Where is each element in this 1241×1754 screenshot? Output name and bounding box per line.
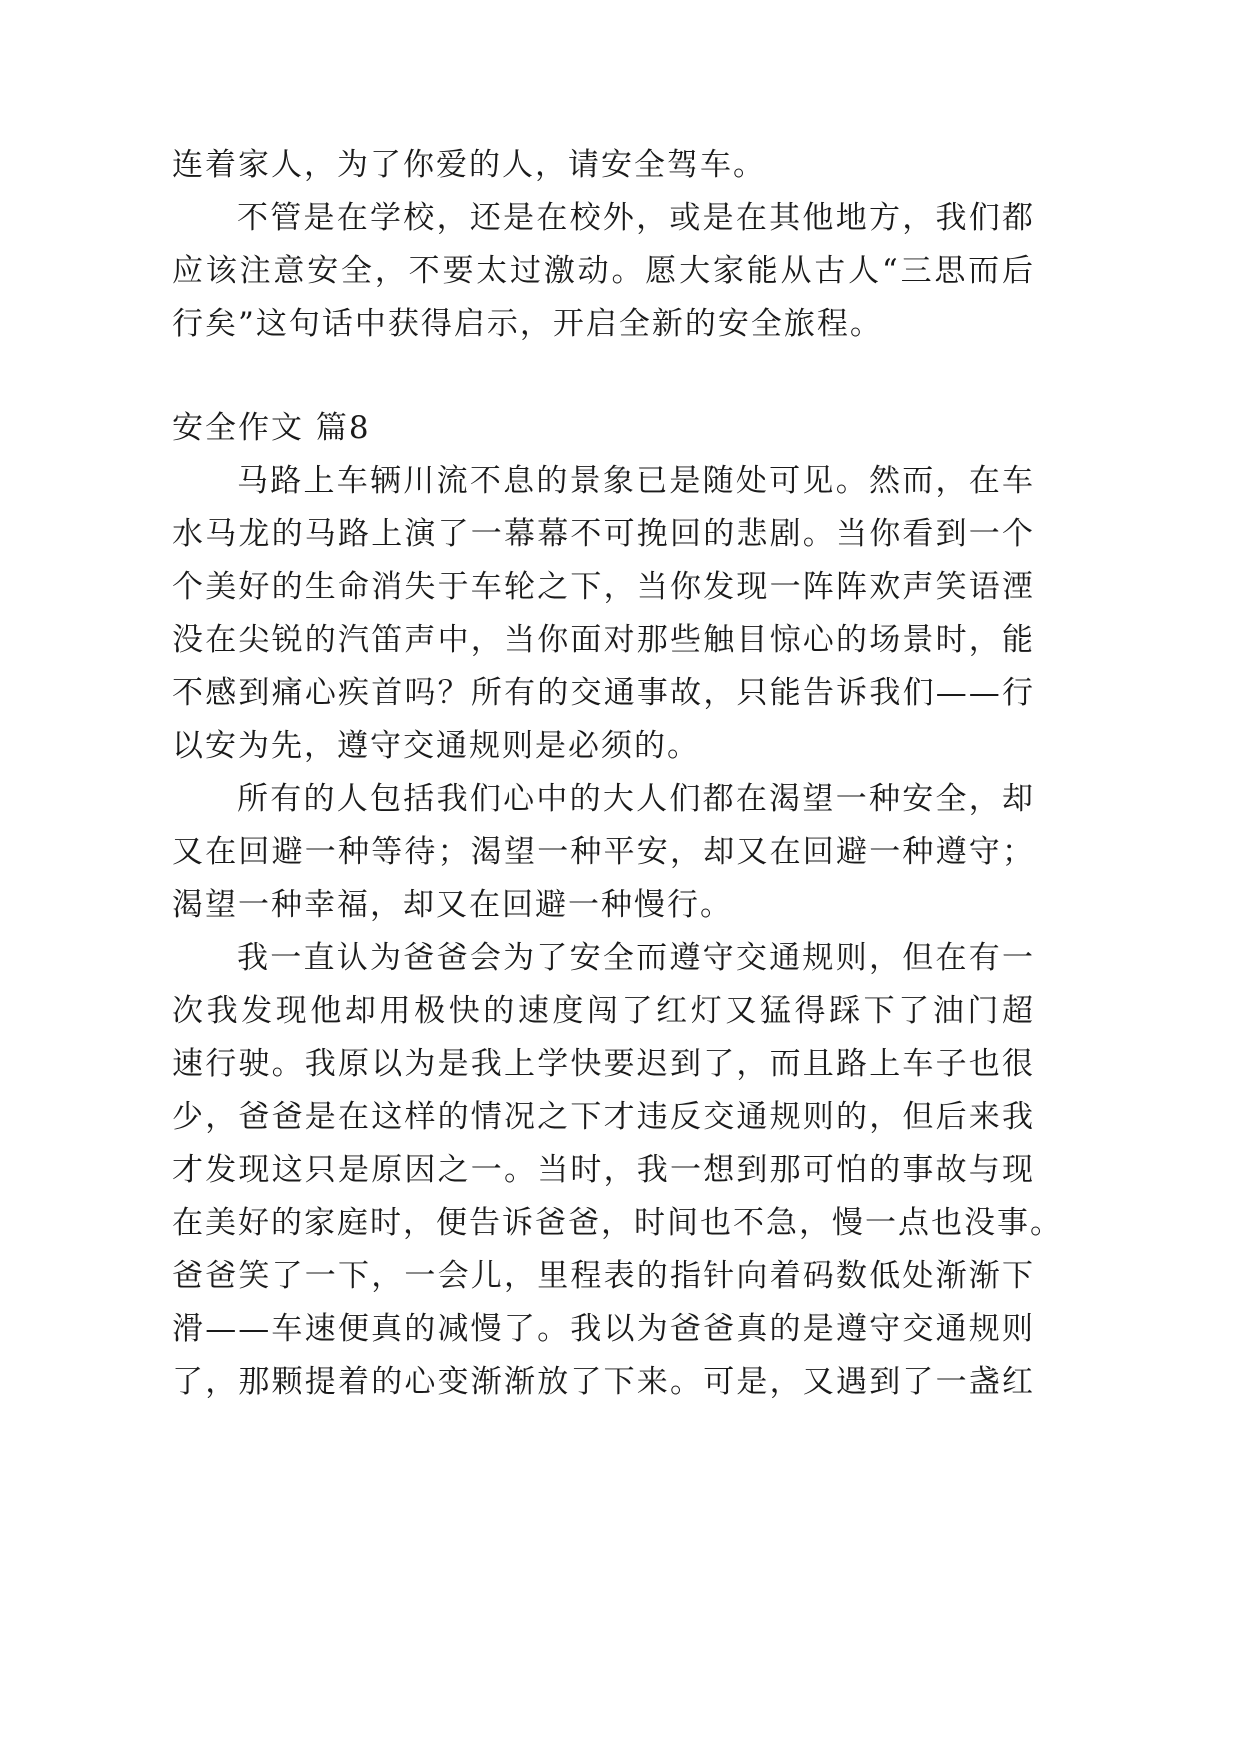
paragraph-line: 没在尖锐的汽笛声中，当你面对那些触目惊心的场景时，能 xyxy=(172,622,1035,658)
paragraph-line: 连着家人，为了你爱的人，请安全驾车。 xyxy=(172,147,766,183)
paragraph-line: 行矣”这句话中获得启示，开启全新的安全旅程。 xyxy=(172,306,883,342)
paragraph-line: 水马龙的马路上演了一幕幕不可挽回的悲剧。当你看到一个 xyxy=(172,516,1035,552)
paragraph-line: 渴望一种幸福，却又在回避一种慢行。 xyxy=(172,887,733,923)
paragraph-line: 滑——车速便真的减慢了。我以为爸爸真的是遵守交通规则 xyxy=(172,1311,1035,1347)
paragraph-line: 了，那颗提着的心变渐渐放了下来。可是，又遇到了一盏红 xyxy=(172,1364,1035,1400)
paragraph-line: 爸爸笑了一下，一会儿，里程表的指针向着码数低处渐渐下 xyxy=(172,1258,1035,1294)
paragraph-line: 不感到痛心疾首吗？所有的交通事故，只能告诉我们——行 xyxy=(172,675,1035,711)
paragraph-line: 少，爸爸是在这样的情况之下才违反交通规则的，但后来我 xyxy=(172,1099,1035,1135)
paragraph-line: 次我发现他却用极快的速度闯了红灯又猛得踩下了油门超 xyxy=(172,993,1035,1029)
paragraph-line: 所有的人包括我们心中的大人们都在渴望一种安全，却 xyxy=(237,781,1035,817)
paragraph-line: 以安为先，遵守交通规则是必须的。 xyxy=(172,728,700,764)
paragraph-line: 个美好的生命消失于车轮之下，当你发现一阵阵欢声笑语湮 xyxy=(172,569,1035,605)
paragraph-line: 我一直认为爸爸会为了安全而遵守交通规则，但在有一 xyxy=(237,940,1035,976)
paragraph-line: 才发现这只是原因之一。当时，我一想到那可怕的事故与现 xyxy=(172,1152,1035,1188)
paragraph-line: 在美好的家庭时，便告诉爸爸，时间也不急，慢一点也没事。 xyxy=(172,1205,1063,1241)
paragraph-line: 又在回避一种等待；渴望一种平安，却又在回避一种遵守； xyxy=(172,834,1035,870)
paragraph-line: 不管是在学校，还是在校外，或是在其他地方，我们都 xyxy=(237,200,1035,236)
section-heading: 安全作文 篇8 xyxy=(172,410,371,446)
paragraph-line: 速行驶。我原以为是我上学快要迟到了，而且路上车子也很 xyxy=(172,1046,1035,1082)
paragraph-line: 马路上车辆川流不息的景象已是随处可见。然而，在车 xyxy=(237,463,1035,499)
paragraph-line: 应该注意安全，不要太过激动。愿大家能从古人“三思而后 xyxy=(172,253,1035,289)
